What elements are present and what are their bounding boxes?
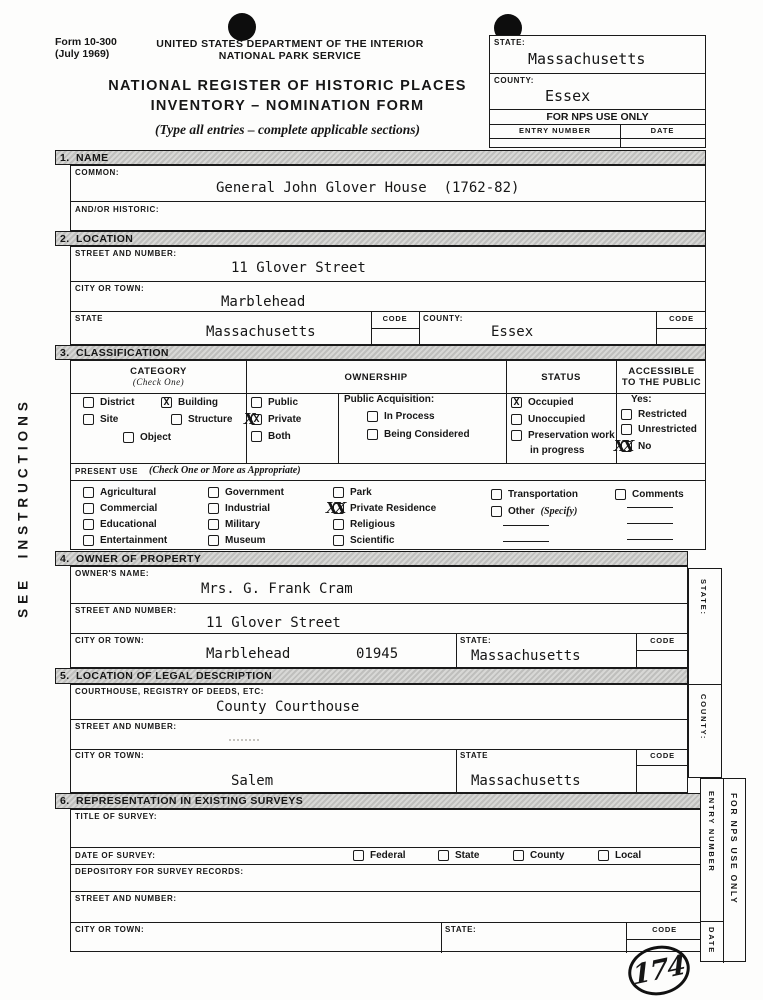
location-city-value: Marblehead bbox=[221, 294, 306, 310]
checkbox-box bbox=[367, 411, 378, 422]
checkbox-unrestricted[interactable] bbox=[621, 424, 697, 435]
section4-number: 4. bbox=[60, 552, 70, 565]
section1-title: NAME bbox=[76, 151, 109, 164]
divider bbox=[71, 281, 705, 282]
nps-state-value: Massachusetts bbox=[528, 50, 646, 68]
legal-street-label: STREET AND NUMBER: bbox=[75, 722, 177, 731]
sidebar-nps-box bbox=[700, 778, 746, 962]
checkbox-box bbox=[491, 489, 502, 500]
checkbox-state[interactable] bbox=[438, 850, 479, 861]
divider bbox=[419, 311, 420, 346]
divider bbox=[701, 921, 723, 922]
checkbox-box bbox=[491, 506, 502, 517]
checkbox-box bbox=[598, 850, 609, 861]
section6-title: REPRESENTATION IN EXISTING SURVEYS bbox=[76, 795, 304, 807]
divider bbox=[636, 765, 689, 766]
accessible-header-line1: ACCESSIBLE bbox=[628, 366, 695, 377]
divider bbox=[71, 749, 687, 750]
checkbox-box bbox=[333, 519, 344, 530]
sidebar-date-label: DATE bbox=[707, 927, 716, 955]
section6-header bbox=[55, 793, 702, 809]
checkbox-restricted[interactable] bbox=[621, 409, 687, 420]
entry-number-label: ENTRY NUMBER bbox=[518, 126, 591, 135]
section5-header bbox=[55, 668, 688, 684]
checkbox-religious[interactable] bbox=[333, 519, 395, 530]
checkbox-box bbox=[621, 424, 632, 435]
owner-zip-value: 01945 bbox=[356, 646, 399, 662]
legal-city-label: CITY OR TOWN: bbox=[75, 751, 145, 760]
checkbox-both[interactable] bbox=[251, 431, 291, 442]
preservation-work-label-line2: in progress bbox=[530, 445, 585, 456]
divider bbox=[723, 779, 724, 963]
section5-title: LOCATION OF LEGAL DESCRIPTION bbox=[76, 670, 273, 682]
form-title-line1: NATIONAL REGISTER OF HISTORIC PLACES bbox=[108, 78, 467, 94]
section4-body bbox=[70, 566, 688, 668]
public-acquisition-label: Public Acquisition: bbox=[344, 394, 435, 405]
nps-state-label: STATE: bbox=[494, 38, 526, 47]
checkbox-box bbox=[333, 487, 344, 498]
section2-number: 2. bbox=[60, 232, 70, 245]
divider bbox=[490, 138, 705, 139]
checkbox-box bbox=[621, 409, 632, 420]
divider bbox=[71, 311, 705, 312]
checkbox-box bbox=[83, 535, 94, 546]
section2-header bbox=[55, 231, 706, 246]
checkbox-box bbox=[511, 430, 522, 441]
checkbox-box bbox=[83, 414, 94, 425]
form-number-line1: Form 10-300 bbox=[55, 36, 117, 48]
sidebar-entry-number-label: ENTRY NUMBER bbox=[707, 791, 716, 873]
courthouse-label: COURTHOUSE, REGISTRY OF DEEDS, ETC: bbox=[75, 687, 265, 696]
checkbox-box bbox=[83, 397, 94, 408]
section6-body bbox=[70, 809, 702, 952]
checkbox-label: Comments bbox=[632, 489, 684, 500]
divider bbox=[490, 109, 705, 110]
location-state-label: STATE bbox=[75, 314, 104, 323]
accessible-header-line2: TO THE PUBLIC bbox=[621, 377, 702, 388]
checkbox-label: Restricted bbox=[638, 409, 687, 420]
section3-title: CLASSIFICATION bbox=[76, 346, 169, 359]
section5-number: 5. bbox=[60, 670, 70, 682]
divider bbox=[71, 480, 705, 481]
divider bbox=[506, 361, 507, 463]
checkbox-label: Occupied bbox=[528, 397, 574, 408]
ownership-header: OWNERSHIP bbox=[344, 372, 408, 383]
accessible-yes-label: Yes: bbox=[631, 394, 652, 405]
checkbox-federal[interactable] bbox=[353, 850, 406, 861]
other-specify-label: (Specify) bbox=[540, 506, 578, 517]
checkbox-no[interactable] bbox=[614, 437, 652, 455]
checkbox-label: Unrestricted bbox=[638, 424, 697, 435]
checkbox-entertainment[interactable] bbox=[83, 535, 167, 546]
blank-line[interactable] bbox=[627, 507, 673, 508]
section2-body bbox=[70, 246, 706, 345]
checkbox-county[interactable] bbox=[513, 850, 564, 861]
owner-state-label: STATE: bbox=[460, 636, 492, 645]
checkbox-label: Private Residence bbox=[350, 503, 437, 514]
owner-code-label: CODE bbox=[650, 636, 675, 645]
checkbox-label: Unoccupied bbox=[528, 414, 586, 425]
checkbox-object[interactable] bbox=[123, 432, 171, 443]
historic-name-label: AND/OR HISTORIC: bbox=[75, 205, 160, 214]
survey-street-label: STREET AND NUMBER: bbox=[75, 894, 177, 903]
checkbox-box: XX bbox=[326, 499, 344, 517]
legal-state-label: STATE bbox=[460, 751, 489, 760]
checkbox-box bbox=[208, 519, 219, 530]
checkbox-box bbox=[251, 397, 262, 408]
county-code-label: CODE bbox=[669, 314, 694, 323]
page-number-text: 174 bbox=[631, 949, 687, 992]
divider bbox=[620, 124, 621, 148]
checkbox-box bbox=[511, 414, 522, 425]
checkbox-label: Transportation bbox=[508, 489, 579, 500]
checkbox-label: Scientific bbox=[350, 535, 395, 546]
owner-street-label: STREET AND NUMBER: bbox=[75, 606, 177, 615]
checkbox-military[interactable] bbox=[208, 519, 260, 530]
checkbox-label: Other bbox=[508, 506, 535, 517]
form-title bbox=[85, 76, 490, 116]
divider bbox=[689, 684, 721, 685]
divider bbox=[71, 864, 701, 865]
divider bbox=[71, 719, 687, 720]
nps-county-value: Essex bbox=[545, 87, 591, 105]
checkbox-box bbox=[367, 429, 378, 440]
checkbox-private-residence[interactable] bbox=[326, 499, 437, 517]
checkbox-site[interactable] bbox=[83, 414, 118, 425]
nps-use-only-label: FOR NPS USE ONLY bbox=[546, 111, 649, 123]
present-use-subtitle: (Check One or More as Appropriate) bbox=[149, 465, 301, 476]
checkbox-box bbox=[333, 535, 344, 546]
state-code-label: CODE bbox=[382, 314, 408, 323]
department-line1: UNITED STATES DEPARTMENT OF THE INTERIOR bbox=[156, 38, 424, 50]
checkbox-building[interactable] bbox=[161, 397, 218, 408]
section1-body bbox=[70, 165, 706, 231]
checkbox-label: Agricultural bbox=[100, 487, 157, 498]
checkbox-comments[interactable] bbox=[615, 489, 684, 500]
divider bbox=[71, 847, 701, 848]
divider bbox=[338, 393, 339, 463]
divider bbox=[456, 749, 457, 794]
present-use-label: PRESENT USE bbox=[75, 467, 139, 476]
checkbox-local[interactable] bbox=[598, 850, 641, 861]
divider bbox=[456, 633, 457, 669]
form-number-line2: (July 1969) bbox=[55, 48, 110, 60]
checkbox-in-process[interactable] bbox=[367, 411, 435, 422]
date-label: DATE bbox=[650, 126, 675, 135]
checkbox-label: Preservation work bbox=[528, 430, 615, 441]
punch-hole-left bbox=[228, 13, 256, 41]
divider bbox=[656, 328, 707, 329]
checkbox-label: Park bbox=[350, 487, 372, 498]
nps-header-box bbox=[489, 35, 706, 148]
divider bbox=[71, 201, 705, 202]
sidebar-county-label: COUNTY: bbox=[699, 694, 708, 741]
divider bbox=[71, 463, 705, 464]
checkbox-box bbox=[615, 489, 626, 500]
checkbox-unoccupied[interactable] bbox=[511, 414, 585, 425]
scan-smudge bbox=[229, 733, 259, 741]
category-subheader: (Check One) bbox=[132, 377, 185, 387]
section3-body bbox=[70, 360, 706, 550]
divider bbox=[71, 922, 701, 923]
checkbox-label: Museum bbox=[225, 535, 266, 546]
owner-name-label: OWNER'S NAME: bbox=[75, 569, 150, 578]
checkbox-label: Local bbox=[615, 850, 642, 861]
common-name-value: General John Glover House (1762-82) bbox=[216, 180, 520, 196]
checkbox-preservation-work[interactable] bbox=[511, 430, 615, 441]
divider bbox=[636, 650, 689, 651]
legal-code-label: CODE bbox=[650, 751, 675, 760]
legal-state-value: Massachusetts bbox=[471, 773, 581, 789]
section1-number: 1. bbox=[60, 151, 70, 164]
blank-line[interactable] bbox=[627, 523, 673, 524]
checkbox-box bbox=[353, 850, 364, 861]
checkbox-label: Both bbox=[268, 431, 291, 442]
survey-title-label: TITLE OF SURVEY: bbox=[75, 812, 158, 821]
sidebar-nps-only-label: FOR NPS USE ONLY bbox=[729, 793, 739, 905]
section6-number: 6. bbox=[60, 795, 70, 807]
location-county-label: COUNTY: bbox=[423, 314, 464, 323]
checkbox-box: XX bbox=[614, 437, 632, 455]
checkbox-box: X bbox=[511, 397, 522, 408]
checkbox-box bbox=[83, 519, 94, 530]
checkbox-label: No bbox=[638, 441, 652, 452]
divider bbox=[490, 124, 705, 125]
blank-line[interactable] bbox=[503, 525, 549, 526]
section3-header bbox=[55, 345, 706, 360]
sidebar-state-label: STATE: bbox=[699, 579, 708, 616]
blank-line[interactable] bbox=[503, 541, 549, 542]
checkbox-label: District bbox=[100, 397, 135, 408]
checkbox-label: State bbox=[455, 850, 480, 861]
sidebar-state-county-box bbox=[688, 568, 722, 778]
location-street-value: 11 Glover Street bbox=[231, 260, 366, 276]
divider bbox=[371, 328, 419, 329]
category-header: CATEGORY bbox=[130, 366, 187, 377]
checkbox-label: Federal bbox=[370, 850, 406, 861]
department-line2: NATIONAL PARK SERVICE bbox=[218, 50, 362, 62]
location-state-value: Massachusetts bbox=[206, 324, 316, 340]
section5-body bbox=[70, 684, 688, 793]
location-county-value: Essex bbox=[491, 324, 534, 340]
survey-date-label: DATE OF SURVEY: bbox=[75, 851, 156, 860]
checkbox-label: Educational bbox=[100, 519, 157, 530]
checkbox-government[interactable] bbox=[208, 487, 284, 498]
section4-header bbox=[55, 551, 688, 566]
checkbox-label: Structure bbox=[188, 414, 233, 425]
checkbox-label: County bbox=[530, 850, 565, 861]
checkbox-being-considered[interactable] bbox=[367, 429, 470, 440]
checkbox-agricultural[interactable] bbox=[83, 487, 156, 498]
location-city-label: CITY OR TOWN: bbox=[75, 284, 145, 293]
checkbox-box bbox=[171, 414, 182, 425]
checkbox-label: Object bbox=[140, 432, 172, 443]
status-header: STATUS bbox=[541, 372, 581, 383]
survey-city-label: CITY OR TOWN: bbox=[75, 925, 145, 934]
owner-state-value: Massachusetts bbox=[471, 648, 581, 664]
checkbox-label: Commercial bbox=[100, 503, 158, 514]
checkbox-label: Religious bbox=[350, 519, 396, 530]
checkbox-label: Private bbox=[268, 414, 302, 425]
checkbox-box bbox=[251, 431, 262, 442]
legal-city-value: Salem bbox=[231, 773, 274, 789]
divider bbox=[626, 939, 703, 940]
checkbox-label: Industrial bbox=[225, 503, 271, 514]
form-number bbox=[55, 36, 117, 60]
checkbox-label: Government bbox=[225, 487, 284, 498]
checkbox-label: Building bbox=[178, 397, 218, 408]
divider bbox=[441, 922, 442, 953]
nps-county-label: COUNTY: bbox=[494, 76, 535, 85]
checkbox-industrial[interactable] bbox=[208, 503, 270, 514]
form-subtitle: (Type all entries – complete applicable sections) bbox=[155, 122, 420, 137]
checkbox-label: Public bbox=[268, 397, 299, 408]
checkbox-commercial[interactable] bbox=[83, 503, 157, 514]
checkbox-other[interactable] bbox=[491, 506, 577, 517]
divider bbox=[71, 891, 701, 892]
checkbox-label: Entertainment bbox=[100, 535, 168, 546]
department-header bbox=[110, 38, 470, 62]
checkbox-transportation[interactable] bbox=[491, 489, 578, 500]
owner-city-value: Marblehead bbox=[206, 646, 291, 662]
blank-line[interactable] bbox=[627, 539, 673, 540]
survey-code-label: CODE bbox=[652, 925, 677, 934]
checkbox-label: In Process bbox=[384, 411, 435, 422]
checkbox-label: Site bbox=[100, 414, 119, 425]
section3-number: 3. bbox=[60, 346, 70, 359]
checkbox-educational[interactable] bbox=[83, 519, 157, 530]
checkbox-occupied[interactable] bbox=[511, 397, 574, 408]
divider bbox=[71, 633, 687, 634]
checkbox-structure[interactable] bbox=[171, 414, 232, 425]
checkbox-box bbox=[513, 850, 524, 861]
checkbox-box bbox=[83, 503, 94, 514]
checkbox-museum[interactable] bbox=[208, 535, 266, 546]
divider bbox=[71, 603, 687, 604]
checkbox-box bbox=[438, 850, 449, 861]
owner-city-label: CITY OR TOWN: bbox=[75, 636, 145, 645]
checkbox-label: Military bbox=[225, 519, 261, 530]
checkbox-public[interactable] bbox=[251, 397, 298, 408]
depository-label: DEPOSITORY FOR SURVEY RECORDS: bbox=[75, 867, 244, 876]
survey-state-label: STATE: bbox=[445, 925, 477, 934]
section1-header bbox=[55, 150, 706, 165]
divider bbox=[490, 73, 705, 74]
section4-title: OWNER OF PROPERTY bbox=[76, 552, 202, 565]
courthouse-value: County Courthouse bbox=[216, 699, 360, 715]
checkbox-box bbox=[123, 432, 134, 443]
checkbox-label: Being Considered bbox=[384, 429, 470, 440]
checkbox-box: X bbox=[161, 397, 172, 408]
common-name-label: COMMON: bbox=[75, 168, 120, 177]
location-street-label: STREET AND NUMBER: bbox=[75, 249, 177, 258]
see-instructions-label: SEE INSTRUCTIONS bbox=[15, 397, 31, 618]
checkbox-box: X X bbox=[251, 414, 262, 425]
owner-name-value: Mrs. G. Frank Cram bbox=[201, 581, 353, 597]
checkbox-box bbox=[83, 487, 94, 498]
checkbox-scientific[interactable] bbox=[333, 535, 394, 546]
owner-street-value: 11 Glover Street bbox=[206, 615, 341, 631]
form-title-line2: INVENTORY – NOMINATION FORM bbox=[150, 98, 425, 114]
checkbox-private[interactable] bbox=[244, 410, 302, 428]
checkbox-box bbox=[208, 535, 219, 546]
checkbox-box bbox=[208, 503, 219, 514]
checkbox-box bbox=[208, 487, 219, 498]
checkbox-district[interactable] bbox=[83, 397, 134, 408]
checkbox-park[interactable] bbox=[333, 487, 372, 498]
section2-title: LOCATION bbox=[76, 232, 134, 245]
